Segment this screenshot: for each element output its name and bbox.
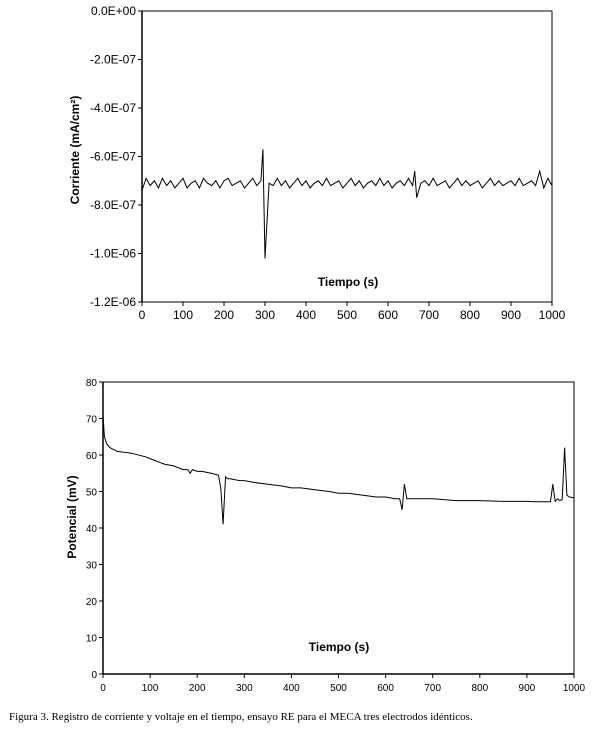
y-tick-label: -8.0E-07 <box>89 198 136 212</box>
y-tick-label: 0 <box>91 670 97 681</box>
x-tick-label: 700 <box>424 683 442 694</box>
y-axis-label: Corriente (mA/cm²) <box>68 95 82 205</box>
x-tick-label: 100 <box>172 308 194 322</box>
x-tick-label: 800 <box>459 308 481 322</box>
x-tick-label: 200 <box>213 308 235 322</box>
y-tick-label: -1.2E-06 <box>89 295 136 309</box>
potential-series-line <box>103 415 574 525</box>
x-ticks <box>139 302 566 322</box>
y-tick-label: -1.0E-06 <box>89 246 136 261</box>
x-tick-label: 0 <box>138 308 146 322</box>
y-tick-label: 80 <box>85 378 97 389</box>
y-ticks <box>86 378 103 681</box>
current-series-line <box>142 149 552 258</box>
x-tick-label: 300 <box>254 308 276 322</box>
y-tick-label: -6.0E-07 <box>89 149 136 164</box>
x-tick-label: 900 <box>500 308 522 322</box>
y-tick-label: 70 <box>85 414 97 426</box>
x-tick-label: 200 <box>188 683 206 694</box>
x-ticks <box>100 674 585 694</box>
figure-caption: Figura 3. Registro de corriente y voltaje en el tiempo, ensayo RE para el MECA tres electrodos idénticos. <box>9 711 473 723</box>
x-tick-label: 500 <box>336 308 358 322</box>
x-tick-label: 0 <box>100 683 106 694</box>
x-tick-label: 600 <box>377 308 399 322</box>
x-tick-label: 300 <box>235 683 253 694</box>
y-tick-label: 10 <box>85 633 97 645</box>
plot-frame <box>142 11 552 302</box>
plot-frame <box>103 382 574 674</box>
y-tick-label: -2.0E-07 <box>89 52 136 67</box>
y-tick-label: 50 <box>85 487 97 499</box>
x-axis-label: Tiempo (s) <box>308 640 370 654</box>
y-ticks <box>90 4 142 309</box>
y-tick-label: 40 <box>85 524 97 535</box>
y-tick-label: -4.0E-07 <box>89 101 136 115</box>
x-tick-label: 1000 <box>538 308 566 322</box>
x-tick-label: 400 <box>295 308 317 322</box>
potential-chart <box>65 378 586 694</box>
x-tick-label: 100 <box>141 683 159 694</box>
x-tick-label: 700 <box>418 308 440 322</box>
x-tick-label: 1000 <box>562 683 586 694</box>
x-tick-label: 500 <box>330 683 347 694</box>
y-tick-label: 60 <box>85 451 97 462</box>
current-chart <box>68 4 566 322</box>
y-tick-label: 0.0E+00 <box>90 4 136 18</box>
y-tick-label: 30 <box>85 560 97 572</box>
x-tick-label: 600 <box>377 683 394 694</box>
x-tick-label: 800 <box>471 683 489 694</box>
x-tick-label: 900 <box>518 683 536 694</box>
y-axis-label: Potencial (mV) <box>65 475 79 559</box>
x-axis-label: Tiempo (s) <box>317 275 379 289</box>
x-tick-label: 400 <box>283 683 300 694</box>
y-tick-label: 20 <box>85 597 97 608</box>
